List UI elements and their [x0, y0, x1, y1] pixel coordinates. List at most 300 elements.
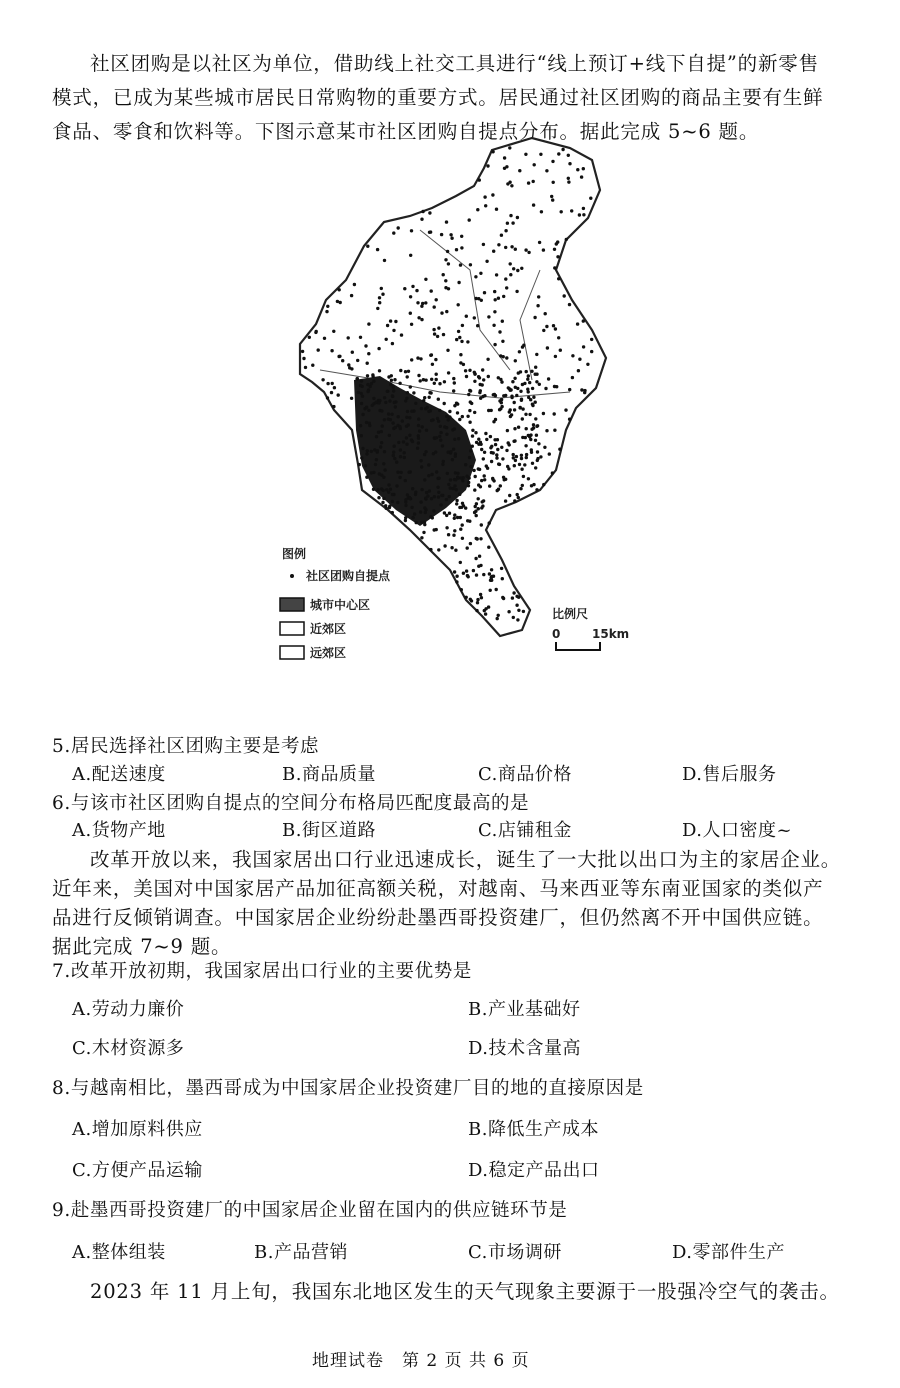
pickup-point [492, 420, 495, 423]
pickup-point [392, 329, 395, 332]
pickup-point [518, 169, 521, 172]
pickup-point [564, 408, 567, 411]
pickup-point [518, 350, 521, 353]
pickup-point [556, 255, 559, 258]
pickup-point [454, 455, 457, 458]
pickup-point [442, 273, 445, 276]
pickup-point [454, 478, 457, 481]
pickup-point [513, 408, 516, 411]
pickup-point [381, 293, 384, 296]
pickup-point [462, 363, 465, 366]
pickup-point [442, 333, 445, 336]
pickup-point [470, 599, 473, 602]
pickup-point [477, 483, 480, 486]
q5-option-b[interactable]: B.商品质量 [282, 764, 376, 785]
pickup-point [563, 294, 566, 297]
q7-option-a[interactable]: A.劳动力廉价 [72, 999, 185, 1020]
pickup-point [535, 434, 538, 437]
pickup-point [472, 569, 475, 572]
pickup-point [419, 510, 422, 513]
pickup-point [360, 402, 363, 405]
pickup-point [469, 542, 472, 545]
pickup-point [483, 478, 486, 481]
pickup-point [422, 399, 425, 402]
pickup-point [500, 567, 503, 570]
pickup-point [511, 221, 514, 224]
pickup-point [471, 434, 474, 437]
q5-option-c[interactable]: C.商品价格 [478, 764, 572, 785]
pickup-point [389, 319, 392, 322]
pickup-point [380, 430, 383, 433]
pickup-point [459, 353, 462, 356]
pickup-point [516, 216, 519, 219]
pickup-point [424, 497, 427, 500]
q7-option-c[interactable]: C.木材资源多 [72, 1038, 185, 1059]
pickup-point [567, 177, 570, 180]
pickup-point [411, 440, 414, 443]
pickup-point [548, 452, 551, 455]
pickup-point [359, 424, 362, 427]
pickup-point [568, 303, 571, 306]
pickup-point [589, 197, 592, 200]
pickup-point [413, 512, 416, 515]
pickup-point [448, 495, 451, 498]
pickup-point [407, 423, 410, 426]
pickup-point [453, 570, 456, 573]
pickup-point [461, 479, 464, 482]
pickup-point [448, 512, 451, 515]
pickup-point [417, 424, 420, 427]
pickup-point [517, 596, 520, 599]
pickup-point [457, 437, 460, 440]
pickup-point [471, 429, 474, 432]
pickup-point [552, 181, 555, 184]
pickup-point [332, 405, 335, 408]
pickup-point [554, 327, 557, 330]
pickup-point [479, 383, 482, 386]
q7-option-b[interactable]: B.产业基础好 [468, 999, 581, 1020]
pickup-point [582, 213, 585, 216]
pickup-point [531, 462, 534, 465]
pickup-point [452, 448, 455, 451]
pickup-point [495, 456, 498, 459]
q6-option-d[interactable]: D.人口密度~ [682, 820, 793, 841]
pickup-point [534, 439, 537, 442]
pickup-point [551, 198, 554, 201]
pickup-point [483, 394, 486, 397]
pickup-point [510, 184, 513, 187]
pickup-point [539, 455, 542, 458]
pickup-point [538, 383, 541, 386]
pickup-point [459, 528, 462, 531]
pickup-point [431, 363, 434, 366]
q6-option-a[interactable]: A.货物产地 [72, 820, 166, 841]
pickup-point [512, 440, 515, 443]
pickup-point [448, 410, 451, 413]
pickup-point [551, 160, 554, 163]
pickup-point [544, 387, 547, 390]
pickup-point [382, 489, 385, 492]
pickup-point [504, 277, 507, 280]
question-7-stem: 7.改革开放初期，我国家居出口行业的主要优势是 [52, 961, 472, 982]
pickup-point [534, 366, 537, 369]
pickup-point [474, 297, 477, 300]
pickup-point [483, 451, 486, 454]
pickup-point [453, 517, 456, 520]
pickup-point [360, 434, 363, 437]
pickup-point [483, 474, 486, 477]
pickup-point [513, 464, 516, 467]
q6-option-b[interactable]: B.街区道路 [282, 820, 376, 841]
pickup-point [532, 396, 535, 399]
pickup-point [476, 324, 479, 327]
pickup-point [403, 287, 406, 290]
pickup-point [458, 418, 461, 421]
pickup-point [361, 447, 364, 450]
pickup-point [457, 303, 460, 306]
pickup-point [400, 333, 403, 336]
pickup-point [402, 440, 405, 443]
pickup-point [479, 397, 482, 400]
pickup-point [505, 286, 508, 289]
pickup-point [482, 573, 485, 576]
pickup-point [325, 310, 328, 313]
q7-option-d[interactable]: D.技术含量高 [468, 1038, 582, 1059]
pickup-point [561, 148, 564, 151]
pickup-point [371, 404, 374, 407]
pickup-point [351, 351, 354, 354]
legend-dot-symbol [290, 574, 294, 578]
pickup-point [582, 345, 585, 348]
q5-option-d[interactable]: D.售后服务 [682, 764, 777, 785]
pickup-point [489, 446, 492, 449]
pickup-point [466, 340, 469, 343]
pickup-point [494, 394, 497, 397]
pickup-point [483, 195, 486, 198]
pickup-point [359, 384, 362, 387]
pickup-point [560, 210, 563, 213]
pickup-point [347, 363, 350, 366]
pickup-point [476, 598, 479, 601]
pickup-point [526, 388, 529, 391]
pickup-point [378, 296, 381, 299]
pickup-point [383, 259, 386, 262]
pickup-point [453, 513, 456, 516]
pickup-point [490, 568, 493, 571]
pickup-point [497, 376, 500, 379]
pickup-point [444, 279, 447, 282]
pickup-point [511, 596, 514, 599]
pickup-point [513, 427, 516, 430]
q8-option-b[interactable]: B.降低生产成本 [468, 1119, 599, 1140]
pickup-point [502, 295, 505, 298]
pickup-point [383, 468, 386, 471]
pickup-point [512, 456, 515, 459]
pickup-point [377, 401, 380, 404]
pickup-point [390, 379, 393, 382]
question-5-stem: 5.居民选择社区团购主要是考虑 [52, 736, 320, 757]
pickup-point [455, 575, 458, 578]
pickup-point [515, 604, 518, 607]
pickup-point [366, 383, 369, 386]
pickup-point [487, 605, 490, 608]
pickup-point [367, 409, 370, 412]
pickup-point [394, 320, 397, 323]
pickup-point [452, 377, 455, 380]
pickup-point [444, 258, 447, 261]
pickup-point [446, 250, 449, 253]
pickup-point [481, 368, 484, 371]
pickup-point [449, 233, 452, 236]
pickup-point [557, 277, 560, 280]
pickup-point [500, 401, 503, 404]
pickup-point [395, 461, 398, 464]
pickup-point [477, 438, 480, 441]
pickup-point [459, 561, 462, 564]
pickup-point [417, 437, 420, 440]
pickup-point [525, 370, 528, 373]
pickup-point [443, 402, 446, 405]
pickup-point [504, 246, 507, 249]
q8-option-d[interactable]: D.稳定产品出口 [468, 1160, 600, 1181]
q9-option-b[interactable]: B.产品营销 [254, 1242, 348, 1263]
pickup-point [516, 618, 519, 621]
pickup-point [479, 537, 482, 540]
pickup-point [480, 479, 483, 482]
pickup-point [440, 311, 443, 314]
pickup-point [553, 248, 556, 251]
pickup-point [367, 322, 370, 325]
pickup-point [556, 240, 559, 243]
pickup-point [466, 519, 469, 522]
pickup-point [391, 342, 394, 345]
pickup-point [482, 243, 485, 246]
pickup-point [393, 401, 396, 404]
pickup-point [326, 305, 329, 308]
pickup-point [433, 528, 436, 531]
pickup-point [492, 250, 495, 253]
pickup-point [427, 463, 430, 466]
pickup-point [453, 427, 456, 430]
pickup-point [391, 421, 394, 424]
pickup-point [493, 310, 496, 313]
pickup-point [338, 288, 341, 291]
pickup-point [406, 410, 409, 413]
pickup-point [419, 459, 422, 462]
pickup-point [455, 488, 458, 491]
pickup-point [417, 316, 420, 319]
pickup-point [366, 449, 369, 452]
pickup-point [374, 463, 377, 466]
pickup-point [424, 379, 427, 382]
pickup-point [530, 428, 533, 431]
pickup-point [410, 323, 413, 326]
pickup-point [424, 450, 427, 453]
pickup-point [429, 354, 432, 357]
pickup-point [301, 350, 304, 353]
pickup-point [404, 479, 407, 482]
pickup-point [483, 609, 486, 612]
pickup-point [347, 336, 350, 339]
pickup-point [473, 411, 476, 414]
pickup-point [558, 448, 561, 451]
community-pickup-map [270, 130, 650, 670]
pickup-point [532, 180, 535, 183]
pickup-point [468, 456, 471, 459]
pickup-point [505, 449, 508, 452]
pickup-point [576, 322, 579, 325]
pickup-point [365, 452, 368, 455]
pickup-point [477, 507, 480, 510]
pickup-point [512, 453, 515, 456]
pickup-point [557, 336, 560, 339]
pickup-point [382, 462, 385, 465]
pickup-point [427, 410, 430, 413]
pickup-point [487, 409, 490, 412]
pickup-point [364, 344, 367, 347]
q5-option-a[interactable]: A.配送速度 [72, 764, 166, 785]
pickup-point [424, 278, 427, 281]
pickup-point [525, 427, 528, 430]
pickup-point [396, 501, 399, 504]
pickup-point [404, 370, 407, 373]
pickup-point [449, 450, 452, 453]
q8-option-a[interactable]: A.增加原料供应 [72, 1119, 203, 1140]
pickup-point [540, 210, 543, 213]
pickup-point [530, 448, 533, 451]
pickup-point [387, 412, 390, 415]
pickup-point [383, 418, 386, 421]
pickup-point [499, 484, 502, 487]
pickup-point [500, 398, 503, 401]
pickup-point [372, 397, 375, 400]
pickup-point [516, 493, 519, 496]
pickup-point [527, 374, 530, 377]
pickup-point [350, 397, 353, 400]
pickup-point [512, 591, 515, 594]
pickup-point [473, 316, 476, 319]
pickup-point [524, 413, 527, 416]
pickup-point [420, 465, 423, 468]
pickup-point [495, 453, 498, 456]
pickup-point [568, 388, 571, 391]
pickup-point [500, 446, 503, 449]
pickup-point [491, 193, 494, 196]
pickup-point [380, 409, 383, 412]
pickup-point [542, 329, 545, 332]
pickup-point [534, 401, 537, 404]
pickup-point [568, 418, 571, 421]
pickup-point [570, 209, 573, 212]
pickup-point [389, 488, 392, 491]
pickup-point [433, 332, 436, 335]
pickup-point [508, 443, 511, 446]
pickup-point [445, 526, 448, 529]
pickup-point [391, 511, 394, 514]
pickup-point [522, 344, 525, 347]
q6-option-c[interactable]: C.店铺租金 [478, 820, 572, 841]
pickup-point [360, 379, 363, 382]
pickup-point [583, 391, 586, 394]
pickup-point [326, 396, 329, 399]
pickup-point [376, 248, 379, 251]
pickup-point [450, 546, 453, 549]
pickup-point [350, 294, 353, 297]
pickup-point [419, 379, 422, 382]
pickup-point [409, 312, 412, 315]
intro3-line-1: 2023 年 11 月上旬，我国东北地区发生的天气现象主要源于一股强冷空气的袭击。 [90, 1280, 840, 1303]
pickup-point [510, 396, 513, 399]
pickup-point [399, 455, 402, 458]
pickup-point [350, 367, 353, 370]
pickup-point [414, 491, 417, 494]
pickup-point [433, 382, 436, 385]
pickup-point [361, 413, 364, 416]
pickup-point [403, 451, 406, 454]
pickup-point [515, 394, 518, 397]
q9-option-a[interactable]: A.整体组装 [72, 1242, 166, 1263]
pickup-point [366, 390, 369, 393]
pickup-point [393, 457, 396, 460]
pickup-point [492, 575, 495, 578]
pickup-point [442, 460, 445, 463]
pickup-point [436, 335, 439, 338]
pickup-point [522, 475, 525, 478]
pickup-point [445, 220, 448, 223]
pickup-point [323, 337, 326, 340]
pickup-point [567, 180, 570, 183]
pickup-point [398, 425, 401, 428]
pickup-point [427, 474, 430, 477]
pickup-point [512, 616, 515, 619]
pickup-point [547, 377, 550, 380]
pickup-point [550, 195, 553, 198]
pickup-point [392, 389, 395, 392]
pickup-point [459, 516, 462, 519]
pickup-point [496, 489, 499, 492]
pickup-point [557, 152, 560, 155]
pickup-point [453, 484, 456, 487]
pickup-point [401, 419, 404, 422]
pickup-point [311, 364, 314, 367]
pickup-point [389, 418, 392, 421]
pickup-point [495, 208, 498, 211]
pickup-point [423, 478, 426, 481]
pickup-point [383, 450, 386, 453]
q8-option-c[interactable]: C.方便产品运输 [72, 1160, 203, 1181]
pickup-point [468, 409, 471, 412]
pickup-point [376, 449, 379, 452]
pickup-point [488, 572, 491, 575]
pickup-point [485, 438, 488, 441]
pickup-point [411, 516, 414, 519]
pickup-point [435, 298, 438, 301]
pickup-point [532, 423, 535, 426]
pickup-point [469, 263, 472, 266]
pickup-point [417, 374, 420, 377]
pickup-point [421, 210, 424, 213]
legend-swatch-far [280, 646, 304, 659]
pickup-point [476, 601, 479, 604]
pickup-point [532, 203, 535, 206]
pickup-point [445, 514, 448, 517]
q9-option-d[interactable]: D.零部件生产 [672, 1242, 786, 1263]
pickup-point [528, 413, 531, 416]
pickup-point [467, 481, 470, 484]
q9-option-c[interactable]: C.市场调研 [468, 1242, 562, 1263]
pickup-point [524, 248, 527, 251]
pickup-point [484, 432, 487, 435]
